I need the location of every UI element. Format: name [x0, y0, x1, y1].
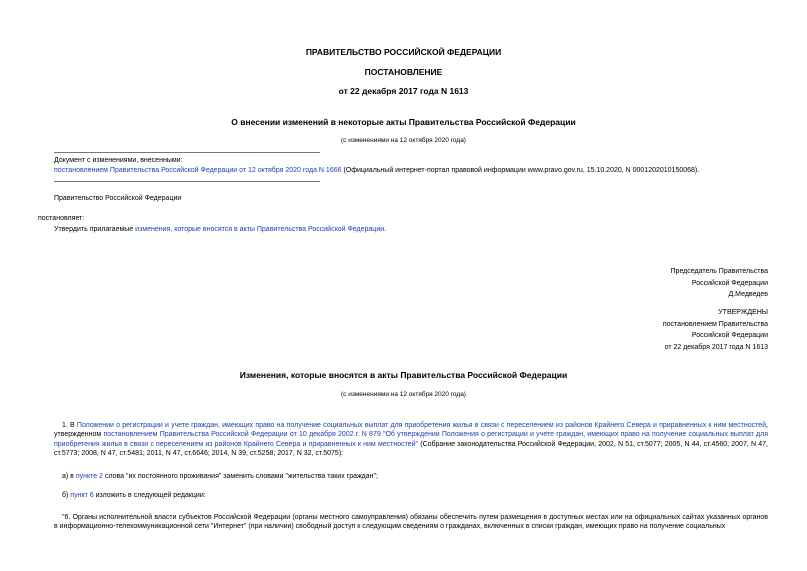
approved-block [560, 307, 768, 353]
pb-text-1: б) [62, 492, 71, 499]
decree-879-link[interactable]: постановлением Правительства Российской Федерации от 10 декабря 2002 г. N 879 "Об утверждении Положения о регистрации и учете граждан, имеющих право на получение социальных выплат для приобретения жилья в связи с переселением из районов Крайнего Севера и приравненных к ним местностей" [54, 431, 768, 448]
signature-line-1: Председатель Правительства [670, 268, 768, 275]
pa-text-2: слова "их постоянного проживания" заменить словами "жительства таких граждан"; [103, 473, 378, 480]
pa-text-1: а) в [62, 473, 76, 480]
annex-title: Изменения, которые вносятся в акты Правительства Российской Федерации [239, 370, 568, 380]
changes-decree-link[interactable]: постановлением Правительства Российской Федерации от 12 октября 2020 года N 1666 [54, 167, 342, 174]
approved-line-1: УТВЕРЖДЕНЫ [718, 309, 768, 316]
approve-suffix: . [384, 226, 387, 233]
p1-text-1: 1. В [62, 422, 77, 429]
decides-text: постановляет: [38, 215, 85, 222]
changes-label: Документ с изменениями, внесенными: [54, 157, 183, 164]
approved-line-2: постановлением Правительства [662, 320, 768, 328]
document-type: ПОСТАНОВЛЕНИЕ [364, 67, 443, 77]
divider-bottom [54, 181, 320, 182]
paragraph-1 [54, 421, 768, 459]
p1-text-3: (Собрание законодательства Российской Федерации, 2002, N 51, ст.5077; 2005, N 44, ст.4560; 2007, N 47, ст.5773; 2008, N 47, ст.5481; 2011, N 47, ст.6646; 2014, N 39, ст.5258; 2017, N 32, ст.5075): [54, 440, 768, 458]
paragraph-6: "6. Органы исполнительной власти субъектов Российской Федерации (органы местного самоуправления) обязаны обеспечить путем размещения в доступных местах или на официальных сайтах указанных органов в информационно-телекоммуникационной сети "Интернет" (при наличии) свободный доступ к следующим сведениям о гражданах, включенных в списки граждан, имеющих право на получение социальных [54, 514, 768, 531]
signature-block [560, 266, 768, 301]
document-date-number: от 22 декабря 2017 года N 1613 [338, 86, 469, 96]
clause-2-link[interactable]: пункте 2 [75, 473, 103, 480]
signature-line-3: Д.Медведев [728, 291, 768, 298]
clause-6-link[interactable]: пункт 6 [70, 492, 94, 499]
approve-line [54, 226, 386, 233]
approve-link[interactable]: изменения, которые вносятся в акты Правительства Российской Федерации [135, 226, 385, 233]
approved-line-4: от 22 декабря 2017 года N 1613 [664, 343, 768, 351]
government-rf: Правительство Российской Федерации [54, 195, 182, 202]
divider-top [54, 152, 320, 153]
p1-text-2: , утвержденном [54, 422, 768, 439]
changes-source: (Официальный интернет-портал правовой информации www.pravo.gov.ru, 15.10.2020, N 0001202010150068). [341, 167, 700, 174]
signature-line-2: Российской Федерации [691, 279, 768, 287]
paragraph-b [62, 492, 206, 499]
paragraph-a [62, 473, 378, 480]
changes-line [54, 167, 699, 174]
approved-line-3: Российской Федерации [691, 332, 768, 339]
annex-amendment-note: (с изменениями на 12 октября 2020 года) [341, 391, 466, 398]
pb-text-2: изложить в следующей редакции: [93, 492, 206, 499]
approve-prefix: Утвердить прилагаемые [54, 226, 136, 233]
regulation-link[interactable]: Положении о регистрации и учете граждан, имеющих право на получение социальных выплат для приобретения жилья в связи с переселением из районов Крайнего Севера и приравненных к ним местностей [76, 422, 767, 429]
document-title: О внесении изменений в некоторые акты Правительства Российской Федерации [231, 117, 576, 127]
government-title: ПРАВИТЕЛЬСТВО РОССИЙСКОЙ ФЕДЕРАЦИИ [305, 47, 502, 57]
amendment-note: (с изменениями на 12 октября 2020 года) [341, 137, 466, 144]
